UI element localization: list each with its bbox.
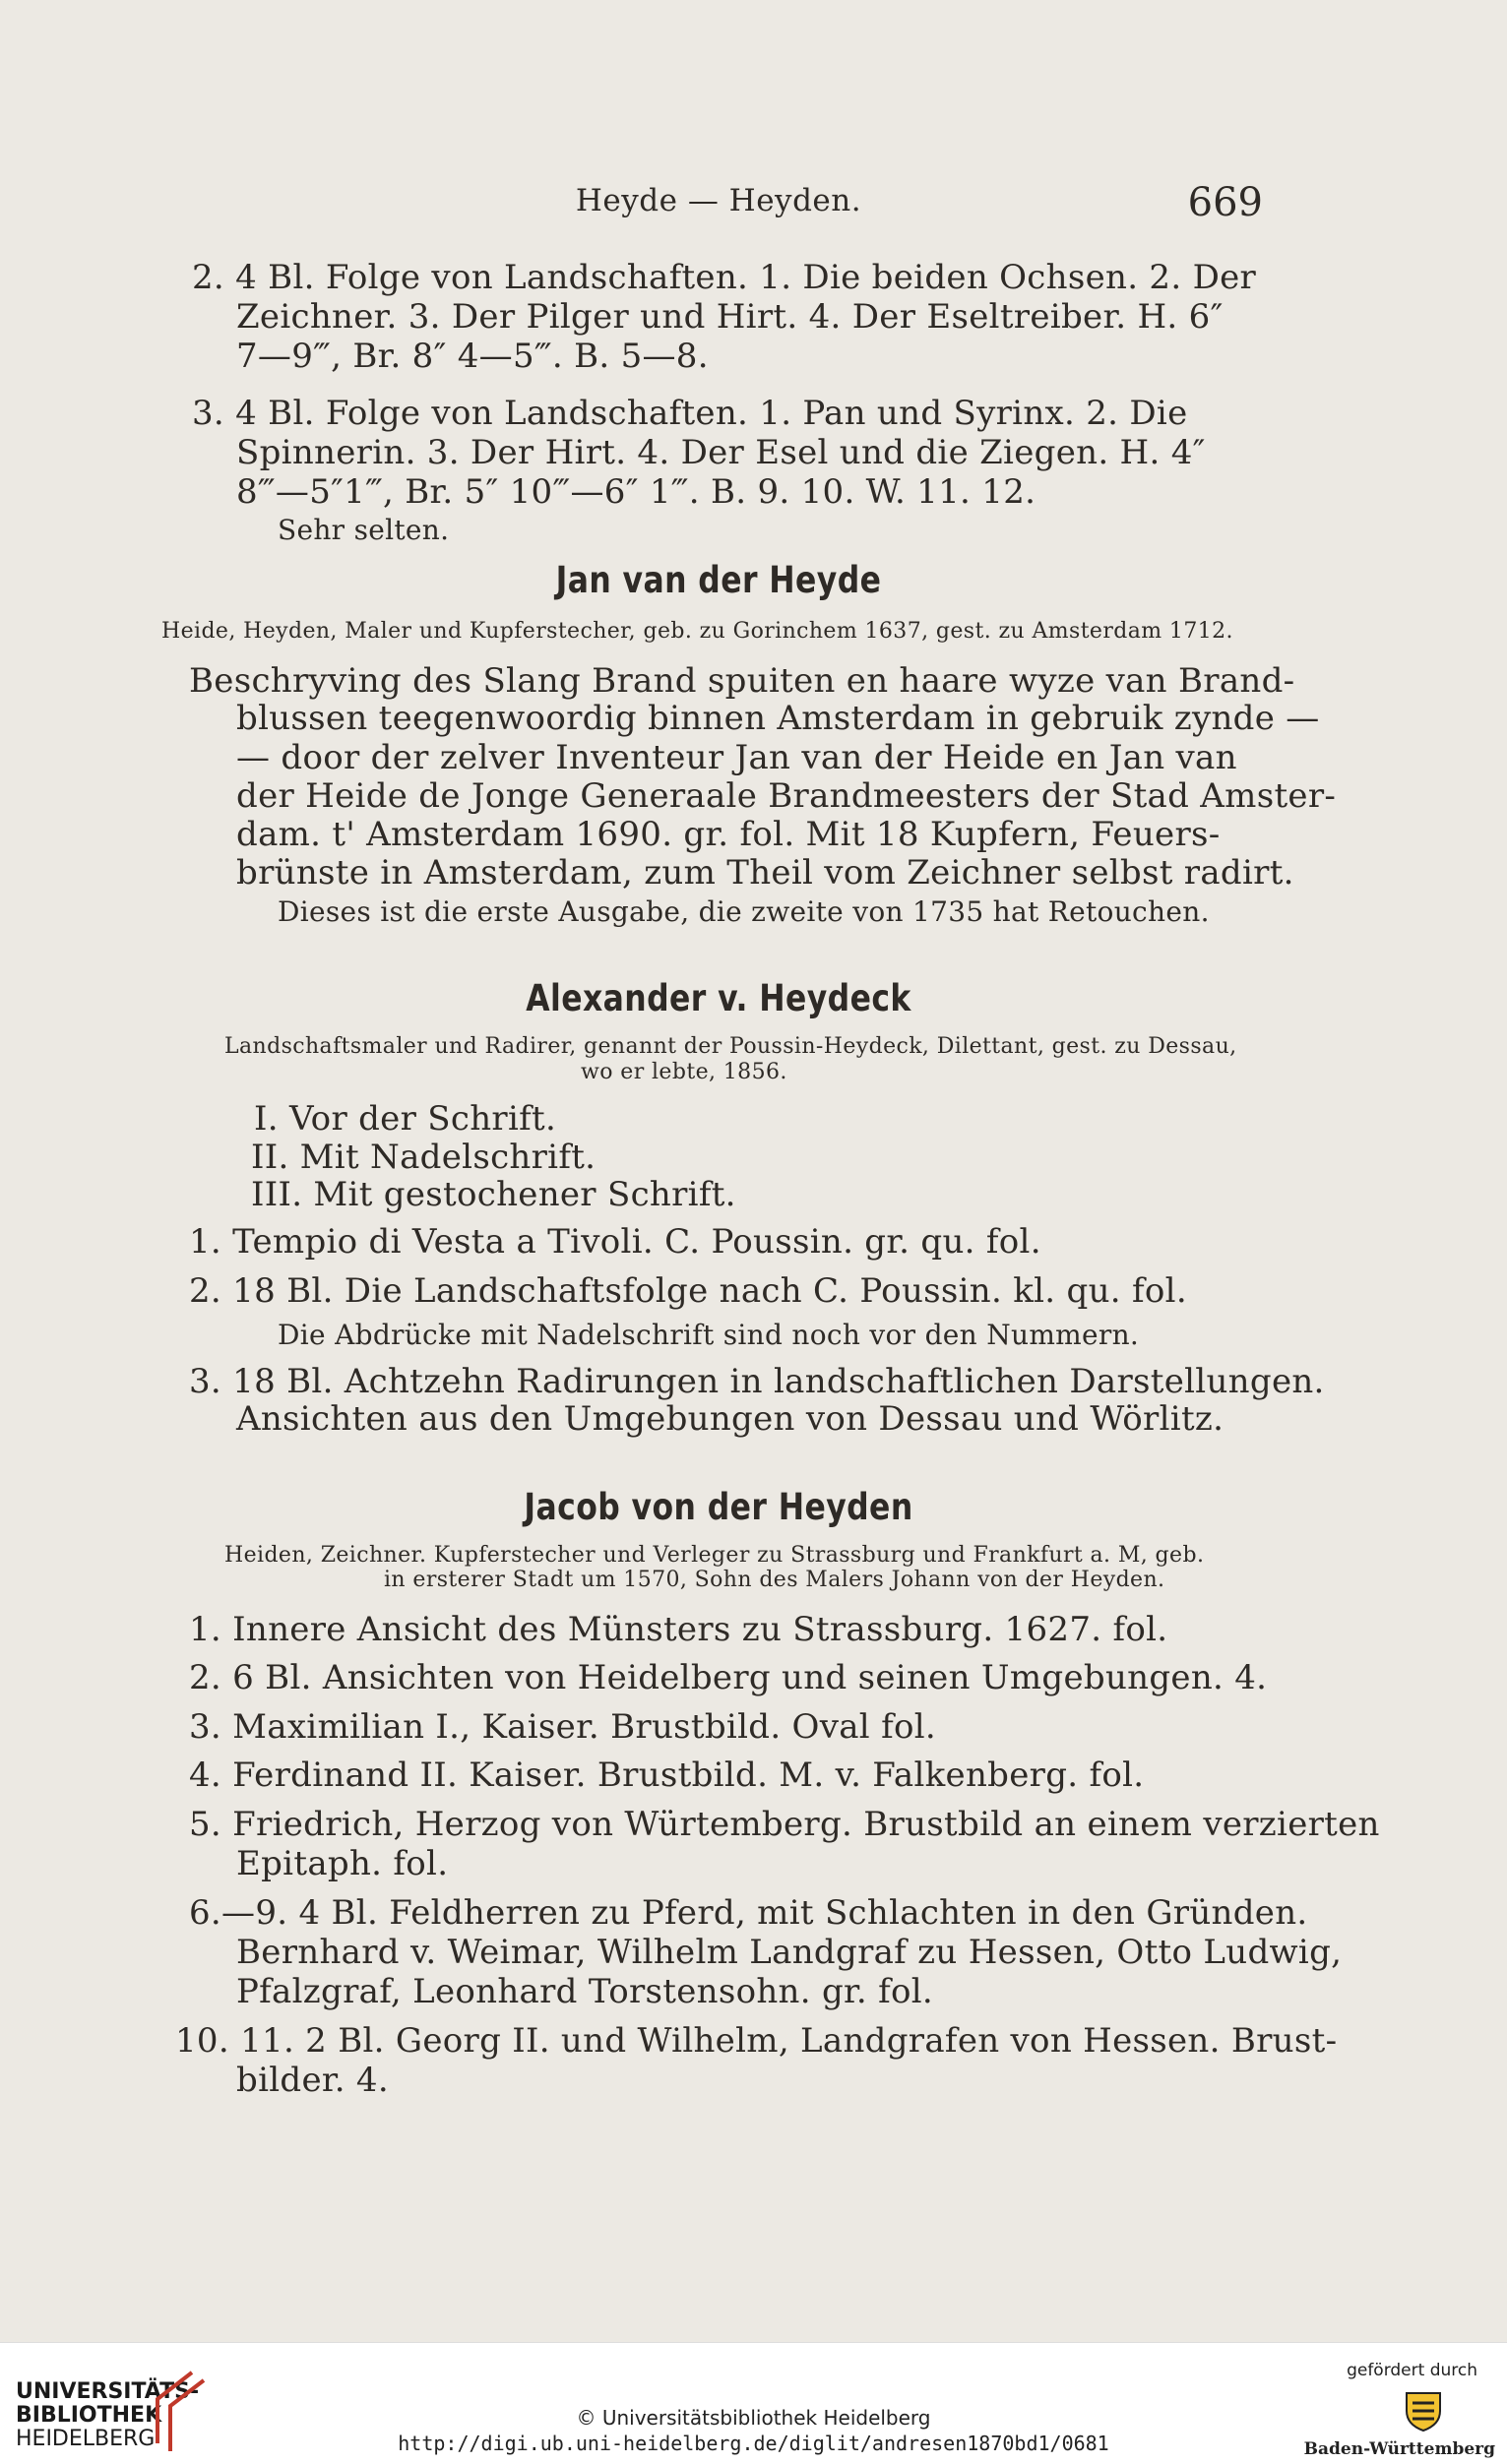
text-line: der Heide de Jonge Generaale Brandmeesters der Stad Amster- <box>236 776 1337 816</box>
permalink[interactable]: http://digi.ub.uni-heidelberg.de/diglit/andresen1870bd1/0681 <box>398 2432 1109 2455</box>
entry-line: Bernhard v. Weimar, Wilhelm Landgraf zu Hessen, Otto Ludwig, <box>236 1933 1343 1972</box>
text-note: Dieses ist die erste Ausgabe, die zweite von 1735 hat Retouchen. <box>278 895 1210 928</box>
entry-line: 1. Innere Ansicht des Münsters zu Strassburg. 1627. fol. <box>189 1610 1168 1649</box>
section-heading-jan-van-der-heyde: Jan van der Heyde <box>555 559 882 601</box>
section-subtitle: in ersterer Stadt um 1570, Sohn des Malers Johann von der Heyden. <box>384 1568 1165 1592</box>
state-line: III. Mit gestochener Schrift. <box>251 1175 736 1214</box>
text-line: 8‴—5″1‴, Br. 5″ 10‴—6″ 1‴. B. 9. 10. W. 11. 12. <box>236 472 1036 512</box>
text-line: Beschryving des Slang Brand spuiten en haare wyze van Brand- <box>189 661 1295 701</box>
copyright-text: © Universitätsbibliothek Heidelberg <box>576 2406 931 2430</box>
text-line: brünste in Amsterdam, zum Theil vom Zeichner selbst radirt. <box>236 853 1294 893</box>
entry-line: 3. 18 Bl. Achtzehn Radirungen in landschaftlichen Darstellungen. <box>189 1362 1325 1401</box>
text-note: Die Abdrücke mit Nadelschrift sind noch vor den Nummern. <box>278 1319 1140 1351</box>
entry-line: bilder. 4. <box>236 2061 389 2100</box>
section-heading-jacob-von-der-heyden: Jacob von der Heyden <box>524 1486 913 1528</box>
entry-line: 2. 6 Bl. Ansichten von Heidelberg und seinen Umgebungen. 4. <box>189 1658 1268 1697</box>
entry-line: Pfalzgraf, Leonhard Torstensohn. gr. fol. <box>236 1972 934 2011</box>
text-line: Sehr selten. <box>278 514 450 546</box>
entry-line: Ansichten aus den Umgebungen von Dessau und Wörlitz. <box>236 1399 1224 1439</box>
state-line: II. Mit Nadelschrift. <box>251 1138 597 1177</box>
entry-line: 2. 18 Bl. Die Landschaftsfolge nach C. Poussin. kl. qu. fol. <box>189 1271 1187 1311</box>
entry-line: 6.—9. 4 Bl. Feldherren zu Pferd, mit Schlachten in den Gründen. <box>189 1893 1308 1933</box>
entry-line: 5. Friedrich, Herzog von Würtemberg. Brustbild an einem verzierten <box>189 1805 1380 1844</box>
section-subtitle: wo er lebte, 1856. <box>581 1060 787 1084</box>
text-line: 3. 4 Bl. Folge von Landschaften. 1. Pan und Syrinx. 2. Die <box>192 394 1188 433</box>
section-subtitle: Landschaftsmaler und Radirer, genannt der Poussin-Heydeck, Dilettant, gest. zu Dessau, <box>224 1034 1237 1059</box>
text-line: dam. t' Amsterdam 1690. gr. fol. Mit 18 Kupfern, Feuers- <box>236 815 1221 854</box>
text-line: — door der zelver Inventeur Jan van der Heide en Jan van <box>236 738 1237 777</box>
page-number: 669 <box>1187 180 1263 225</box>
library-logo[interactable]: UNIVERSITÄTS- BIBLIOTHEK HEIDELBERG <box>16 2379 200 2451</box>
coat-of-arms-icon <box>1401 2387 1446 2433</box>
state-logo-text: Baden-Württemberg <box>1303 2439 1495 2459</box>
text-line: 2. 4 Bl. Folge von Landschaften. 1. Die beiden Ochsen. 2. Der <box>192 258 1257 297</box>
state-line: I. Vor der Schrift. <box>254 1099 557 1139</box>
section-heading-alexander-v-heydeck: Alexander v. Heydeck <box>526 977 911 1019</box>
section-subtitle: Heiden, Zeichner. Kupferstecher und Verleger zu Strassburg und Frankfurt a. M, geb. <box>224 1543 1205 1568</box>
footer-bar <box>0 2342 1507 2464</box>
entry-line: 10. 11. 2 Bl. Georg II. und Wilhelm, Landgrafen von Hessen. Brust- <box>175 2021 1338 2061</box>
entry-line: 1. Tempio di Vesta a Tivoli. C. Poussin. gr. qu. fol. <box>189 1222 1041 1262</box>
text-line: Zeichner. 3. Der Pilger und Hirt. 4. Der Eseltreiber. H. 6″ <box>236 297 1224 337</box>
text-line: 7—9‴, Br. 8″ 4—5‴. B. 5—8. <box>236 337 709 376</box>
text-line: blussen teegenwoordig binnen Amsterdam in gebruik zynde — <box>236 699 1320 738</box>
running-header: Heyde — Heyden. <box>575 183 862 218</box>
entry-line: 4. Ferdinand II. Kaiser. Brustbild. M. v. Falkenberg. fol. <box>189 1756 1145 1795</box>
text-line: Spinnerin. 3. Der Hirt. 4. Der Esel und die Ziegen. H. 4″ <box>236 433 1206 472</box>
entry-line: 3. Maximilian I., Kaiser. Brustbild. Oval fol. <box>189 1707 937 1747</box>
sponsor-label: gefördert durch <box>1347 2361 1477 2380</box>
entry-line: Epitaph. fol. <box>236 1844 449 1883</box>
section-subtitle: Heide, Heyden, Maler und Kupferstecher, geb. zu Gorinchem 1637, gest. zu Amsterdam 1712. <box>161 619 1233 644</box>
